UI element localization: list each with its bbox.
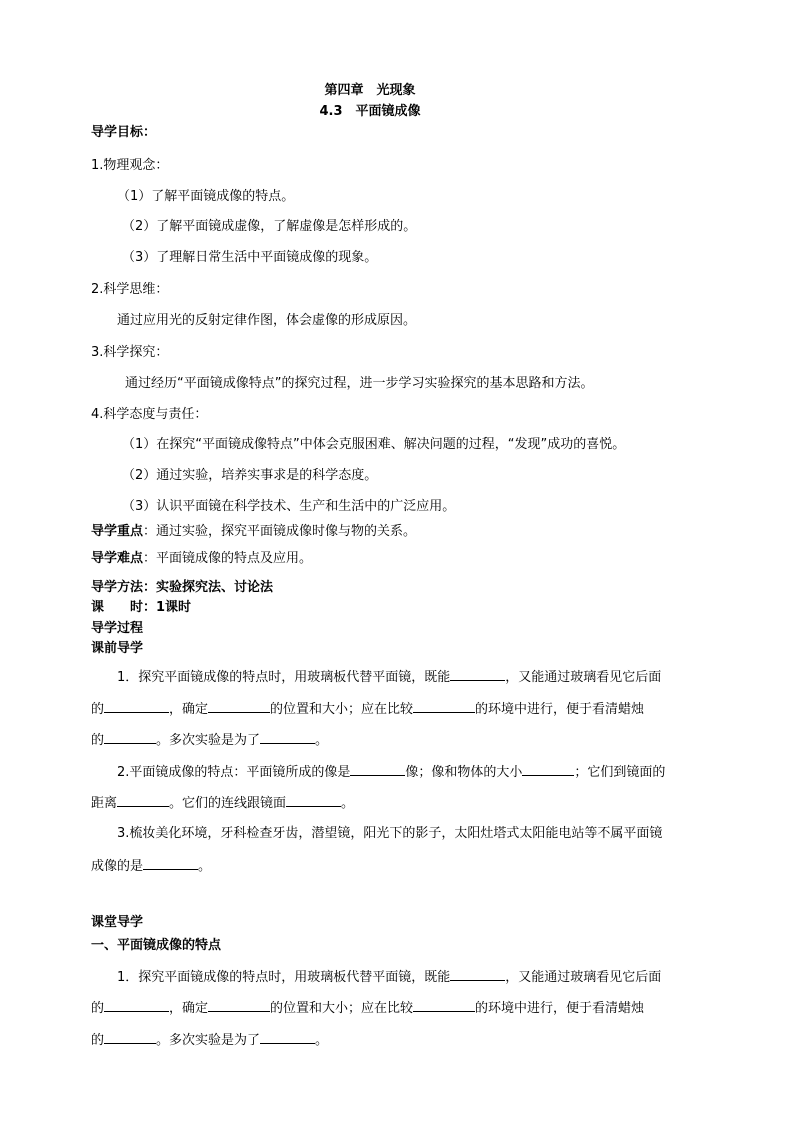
objective-3-label: 3.科学探究： xyxy=(91,345,169,360)
objective-4-label: 4.科学态度与责任： xyxy=(91,407,208,422)
in-q1-line-1: 1．探究平面镜成像的特点时，用玻璃板代替平面镜，既能 ，又能通过玻璃看见它后面 xyxy=(117,967,661,987)
pre-class-heading: 课前导学 xyxy=(91,641,144,656)
fill-blank[interactable] xyxy=(208,998,270,1012)
pre-q1-line-1: 1．探究平面镜成像的特点时，用玻璃板代替平面镜，既能 ，又能通过玻璃看见它后面 xyxy=(117,667,661,687)
pre-q1-line-2: 的 ，确定 的位置和大小；应在比较 的环境中进行，便于看清蜡烛 xyxy=(91,699,644,719)
fill-blank[interactable] xyxy=(450,967,505,981)
chapter-title: 第四章 光现象 xyxy=(324,83,416,98)
objective-3-text: 通过经历“平面镜成像特点”的探究过程，进一步学习实验探究的基本思路和方法。 xyxy=(125,376,594,391)
fill-blank[interactable] xyxy=(104,730,156,744)
difficulty-label: 导学难点 xyxy=(91,551,144,566)
objective-4-sub-2: （2）通过实验，培养实事求是的科学态度。 xyxy=(122,468,378,483)
fill-blank[interactable] xyxy=(450,667,505,681)
fill-blank[interactable] xyxy=(104,699,169,713)
objective-1-sub-3: （3）了理解日常生活中平面镜成像的现象。 xyxy=(122,250,378,265)
fill-blank[interactable] xyxy=(260,1030,315,1044)
fill-blank[interactable] xyxy=(413,998,475,1012)
objective-4-sub-1: （1）在探究“平面镜成像特点”中体会克服困难、解决问题的过程，“发现”成功的喜悦。 xyxy=(122,437,626,452)
fill-blank[interactable] xyxy=(260,730,315,744)
section-title: 4.3 平面镜成像 xyxy=(319,104,421,119)
method: 导学方法：实验探究法、讨论法 xyxy=(91,580,274,595)
fill-blank[interactable] xyxy=(117,793,169,807)
objective-2-label: 2.科学思维： xyxy=(91,282,169,297)
fill-blank[interactable] xyxy=(350,762,405,776)
fill-blank[interactable] xyxy=(286,793,341,807)
class-hours: 课 时：1课时 xyxy=(91,600,192,615)
in-class-heading: 课堂导学 xyxy=(91,915,144,930)
pre-q1-line-3: 的 。多次实验是为了 。 xyxy=(91,730,328,750)
difficulty-text: ：平面镜成像的特点及应用。 xyxy=(143,551,313,566)
pre-q3-line-2: 成像的是 。 xyxy=(91,856,211,876)
objectives-heading: 导学目标： xyxy=(91,125,157,140)
fill-blank[interactable] xyxy=(522,762,574,776)
in-q1-line-2: 的 ，确定 的位置和大小；应在比较 的环境中进行，便于看清蜡烛 xyxy=(91,998,644,1018)
pre-q3-line-1: 3.梳妆美化环境，牙科检查牙齿，潜望镜，阳光下的影子，太阳灶塔式太阳能电站等不属平面镜 xyxy=(117,826,663,841)
fill-blank[interactable] xyxy=(104,1030,156,1044)
pre-q2-line-1: 2.平面镜成像的特点：平面镜所成的像是 像；像和物体的大小 ；它们到镜面的 xyxy=(117,762,665,782)
pre-q2-line-2: 距离 。它们的连线跟镜面 。 xyxy=(91,793,354,813)
fill-blank[interactable] xyxy=(104,998,169,1012)
key-point-label: 导学重点 xyxy=(91,524,144,539)
objective-1-sub-2: （2）了解平面镜成虚像，了解虚像是怎样形成的。 xyxy=(122,219,417,234)
objective-1-label: 1.物理观念： xyxy=(91,158,169,173)
process-heading: 导学过程 xyxy=(91,621,144,636)
fill-blank[interactable] xyxy=(208,699,270,713)
key-point-text: ：通过实验，探究平面镜成像时像与物的关系。 xyxy=(143,524,417,539)
fill-blank[interactable] xyxy=(143,856,198,870)
objective-1-sub-1: （1）了解平面镜成像的特点。 xyxy=(117,189,295,204)
fill-blank[interactable] xyxy=(413,699,475,713)
in-class-subheading: 一、平面镜成像的特点 xyxy=(91,938,222,953)
in-q1-line-3: 的 。多次实验是为了 。 xyxy=(91,1030,328,1050)
objective-2-text: 通过应用光的反射定律作图，体会虚像的形成原因。 xyxy=(117,313,417,328)
objective-4-sub-3: （3）认识平面镜在科学技术、生产和生活中的广泛应用。 xyxy=(122,499,456,514)
key-point xyxy=(91,523,416,541)
difficulty xyxy=(91,550,312,568)
